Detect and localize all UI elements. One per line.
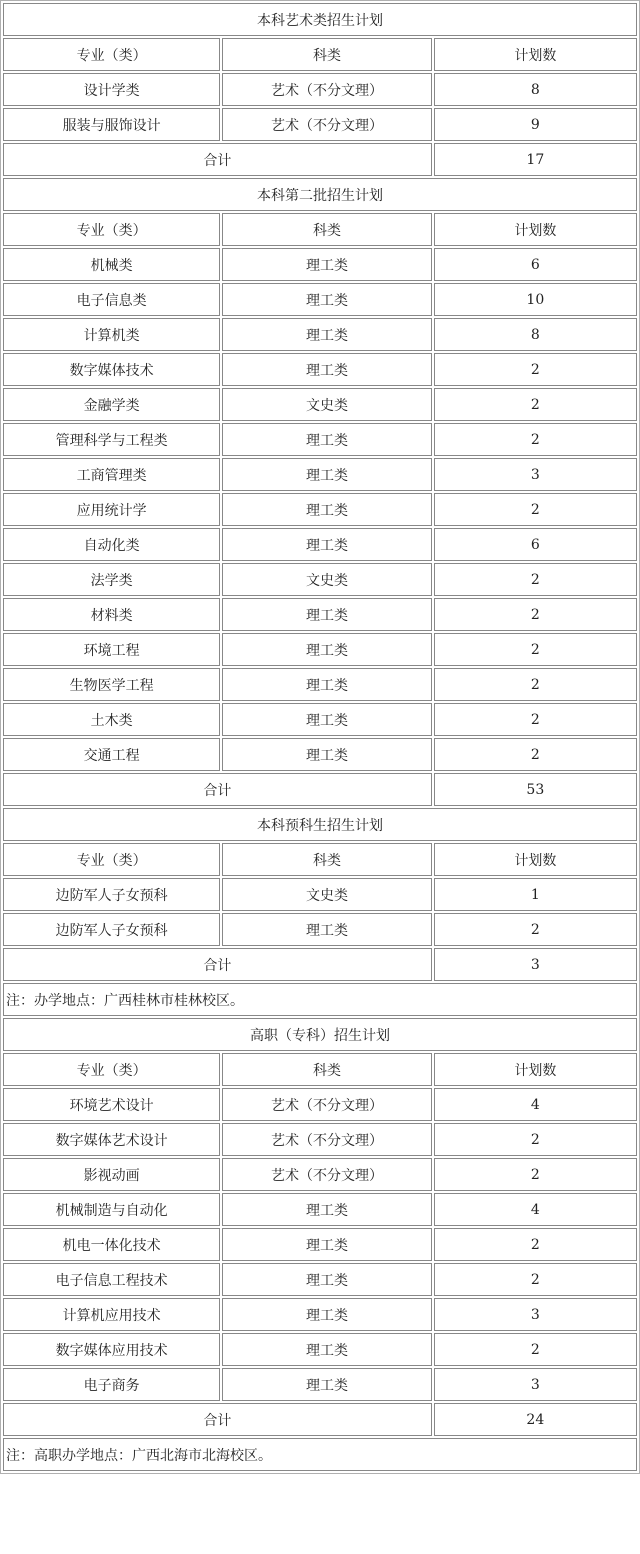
section-title: 本科预科生招生计划 (3, 808, 637, 841)
table-row (3, 1368, 637, 1401)
table-row (3, 108, 637, 141)
category-cell: 文史类 (222, 878, 431, 911)
major-cell: 机械制造与自动化 (3, 1193, 220, 1226)
category-cell: 理工类 (222, 493, 431, 526)
major-cell: 管理科学与工程类 (3, 423, 220, 456)
total-count: 17 (434, 143, 637, 176)
count-cell: 3 (434, 1298, 637, 1331)
count-cell: 3 (434, 1368, 637, 1401)
count-cell: 2 (434, 633, 637, 666)
major-cell: 材料类 (3, 598, 220, 631)
table-row (3, 423, 637, 456)
table-row (3, 283, 637, 316)
major-cell: 设计学类 (3, 73, 220, 106)
major-cell: 应用统计学 (3, 493, 220, 526)
table-row (3, 458, 637, 491)
section-title-row (3, 808, 637, 841)
total-row (3, 773, 637, 806)
count-cell: 2 (434, 913, 637, 946)
category-cell: 理工类 (222, 528, 431, 561)
count-cell: 10 (434, 283, 637, 316)
table-row (3, 913, 637, 946)
count-cell: 2 (434, 703, 637, 736)
header-major: 专业（类） (3, 213, 220, 246)
major-cell: 自动化类 (3, 528, 220, 561)
count-cell: 2 (434, 598, 637, 631)
major-cell: 服装与服饰设计 (3, 108, 220, 141)
category-cell: 理工类 (222, 1193, 431, 1226)
table-row (3, 318, 637, 351)
category-cell: 理工类 (222, 703, 431, 736)
total-row (3, 143, 637, 176)
major-cell: 数字媒体应用技术 (3, 1333, 220, 1366)
header-major: 专业（类） (3, 38, 220, 71)
category-cell: 理工类 (222, 1263, 431, 1296)
section-title-row (3, 1018, 637, 1051)
table-row (3, 388, 637, 421)
major-cell: 机械类 (3, 248, 220, 281)
header-category: 科类 (222, 38, 431, 71)
major-cell: 数字媒体技术 (3, 353, 220, 386)
table-row (3, 703, 637, 736)
count-cell: 9 (434, 108, 637, 141)
count-cell: 8 (434, 73, 637, 106)
major-cell: 边防军人子女预科 (3, 878, 220, 911)
count-cell: 6 (434, 528, 637, 561)
major-cell: 工商管理类 (3, 458, 220, 491)
header-count: 计划数 (434, 1053, 637, 1086)
table-row (3, 1088, 637, 1121)
category-cell: 理工类 (222, 318, 431, 351)
table-row (3, 633, 637, 666)
count-cell: 2 (434, 1158, 637, 1191)
table-row (3, 1228, 637, 1261)
table-row (3, 73, 637, 106)
header-category: 科类 (222, 1053, 431, 1086)
table-row (3, 1158, 637, 1191)
table-row (3, 563, 637, 596)
major-cell: 电子信息类 (3, 283, 220, 316)
major-cell: 交通工程 (3, 738, 220, 771)
header-count: 计划数 (434, 38, 637, 71)
table-row (3, 353, 637, 386)
table-row (3, 1193, 637, 1226)
table-row (3, 493, 637, 526)
count-cell: 2 (434, 1263, 637, 1296)
total-label: 合计 (3, 948, 432, 981)
category-cell: 理工类 (222, 913, 431, 946)
major-cell: 环境工程 (3, 633, 220, 666)
count-cell: 3 (434, 458, 637, 491)
count-cell: 2 (434, 1228, 637, 1261)
count-cell: 2 (434, 1123, 637, 1156)
location-note: 注：高职办学地点：广西北海市北海校区。 (3, 1438, 637, 1471)
header-row (3, 38, 637, 71)
category-cell: 艺术（不分文理） (222, 1158, 431, 1191)
section-title-row (3, 3, 637, 36)
major-cell: 影视动画 (3, 1158, 220, 1191)
table-row (3, 1123, 637, 1156)
category-cell: 理工类 (222, 1228, 431, 1261)
category-cell: 理工类 (222, 1368, 431, 1401)
header-category: 科类 (222, 843, 431, 876)
table-row (3, 1298, 637, 1331)
table-row (3, 1263, 637, 1296)
header-major: 专业（类） (3, 843, 220, 876)
section-title: 本科艺术类招生计划 (3, 3, 637, 36)
category-cell: 理工类 (222, 248, 431, 281)
count-cell: 2 (434, 738, 637, 771)
category-cell: 艺术（不分文理） (222, 73, 431, 106)
section-title: 本科第二批招生计划 (3, 178, 637, 211)
category-cell: 理工类 (222, 668, 431, 701)
count-cell: 2 (434, 1333, 637, 1366)
total-label: 合计 (3, 143, 432, 176)
category-cell: 理工类 (222, 423, 431, 456)
major-cell: 生物医学工程 (3, 668, 220, 701)
total-count: 53 (434, 773, 637, 806)
count-cell: 2 (434, 668, 637, 701)
section-title: 高职（专科）招生计划 (3, 1018, 637, 1051)
category-cell: 理工类 (222, 738, 431, 771)
count-cell: 2 (434, 388, 637, 421)
note-row (3, 983, 637, 1016)
section-title-row (3, 178, 637, 211)
category-cell: 艺术（不分文理） (222, 1123, 431, 1156)
enrollment-plan-body (3, 3, 637, 1471)
table-row (3, 248, 637, 281)
header-count: 计划数 (434, 843, 637, 876)
header-row (3, 1053, 637, 1086)
major-cell: 边防军人子女预科 (3, 913, 220, 946)
category-cell: 理工类 (222, 1298, 431, 1331)
header-row (3, 213, 637, 246)
count-cell: 4 (434, 1193, 637, 1226)
total-row (3, 1403, 637, 1436)
header-category: 科类 (222, 213, 431, 246)
major-cell: 数字媒体艺术设计 (3, 1123, 220, 1156)
total-label: 合计 (3, 773, 432, 806)
major-cell: 电子信息工程技术 (3, 1263, 220, 1296)
major-cell: 环境艺术设计 (3, 1088, 220, 1121)
total-count: 3 (434, 948, 637, 981)
major-cell: 机电一体化技术 (3, 1228, 220, 1261)
count-cell: 2 (434, 493, 637, 526)
table-row (3, 878, 637, 911)
major-cell: 土木类 (3, 703, 220, 736)
table-row (3, 528, 637, 561)
count-cell: 2 (434, 353, 637, 386)
count-cell: 2 (434, 563, 637, 596)
header-count: 计划数 (434, 213, 637, 246)
header-row (3, 843, 637, 876)
category-cell: 文史类 (222, 563, 431, 596)
header-major: 专业（类） (3, 1053, 220, 1086)
count-cell: 4 (434, 1088, 637, 1121)
major-cell: 金融学类 (3, 388, 220, 421)
category-cell: 文史类 (222, 388, 431, 421)
count-cell: 8 (434, 318, 637, 351)
table-row (3, 598, 637, 631)
category-cell: 理工类 (222, 353, 431, 386)
table-row (3, 738, 637, 771)
total-count: 24 (434, 1403, 637, 1436)
category-cell: 理工类 (222, 1333, 431, 1366)
count-cell: 6 (434, 248, 637, 281)
category-cell: 理工类 (222, 633, 431, 666)
major-cell: 电子商务 (3, 1368, 220, 1401)
category-cell: 艺术（不分文理） (222, 1088, 431, 1121)
category-cell: 理工类 (222, 598, 431, 631)
category-cell: 理工类 (222, 458, 431, 491)
major-cell: 计算机类 (3, 318, 220, 351)
major-cell: 法学类 (3, 563, 220, 596)
count-cell: 1 (434, 878, 637, 911)
category-cell: 艺术（不分文理） (222, 108, 431, 141)
location-note: 注：办学地点：广西桂林市桂林校区。 (3, 983, 637, 1016)
total-label: 合计 (3, 1403, 432, 1436)
total-row (3, 948, 637, 981)
category-cell: 理工类 (222, 283, 431, 316)
note-row (3, 1438, 637, 1471)
table-row (3, 668, 637, 701)
major-cell: 计算机应用技术 (3, 1298, 220, 1331)
count-cell: 2 (434, 423, 637, 456)
table-row (3, 1333, 637, 1366)
